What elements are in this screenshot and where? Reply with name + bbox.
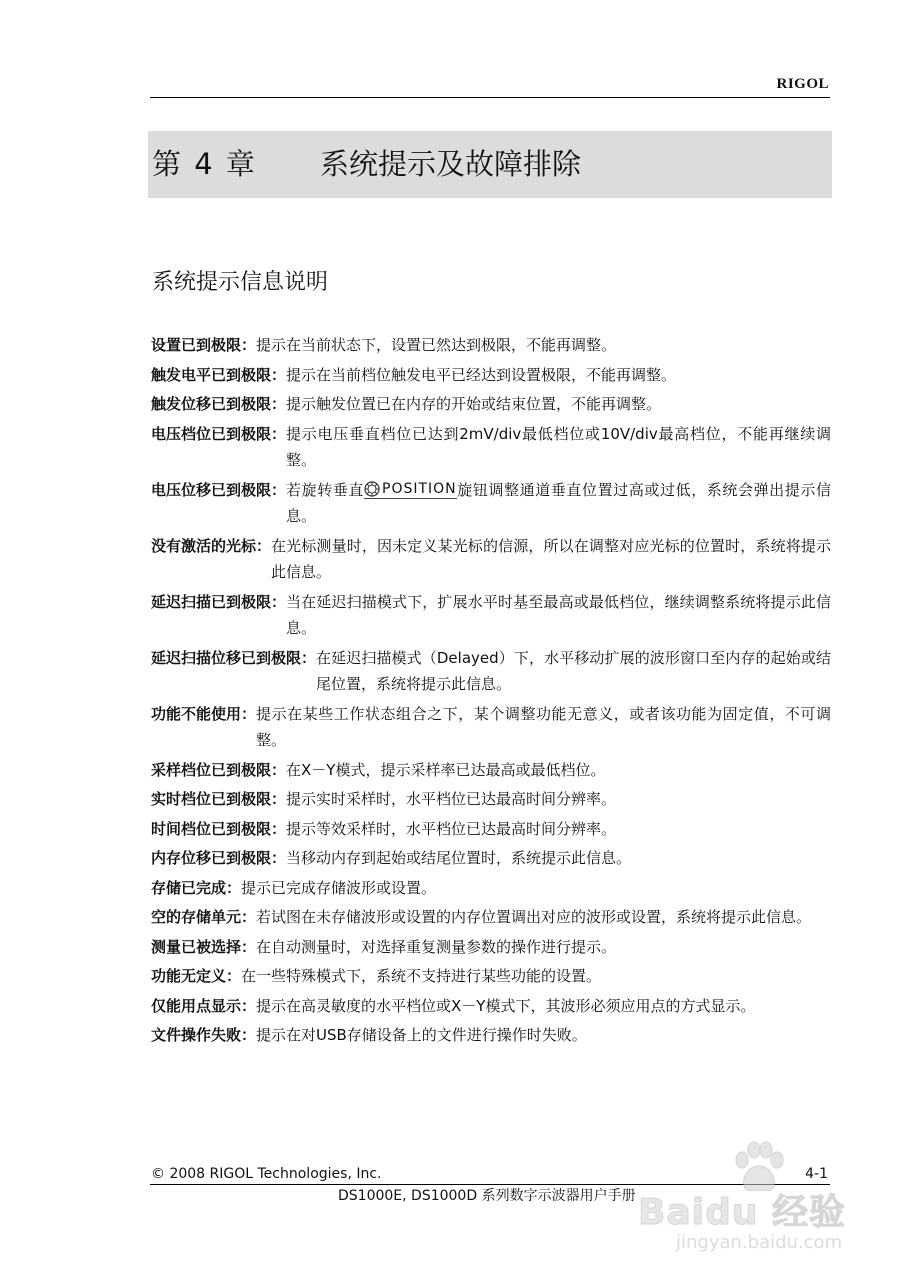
message-entry <box>151 993 831 1020</box>
position-label: POSITION <box>382 481 457 497</box>
message-term: 内存位移已到极限： <box>151 849 287 867</box>
header-rule <box>150 97 830 98</box>
position-knob-label <box>364 481 457 499</box>
message-term: 功能不能使用： <box>151 704 257 723</box>
message-desc: 若试图在未存储波形或设置的内存位置调出对应的波形或设置，系统将提示此信息。 <box>256 908 812 926</box>
message-desc <box>286 477 831 530</box>
message-entry <box>151 391 831 418</box>
message-term: 设置已到极限： <box>151 336 257 354</box>
footer-copyright: © 2008 RIGOL Technologies, Inc. <box>151 1166 382 1182</box>
message-term: 电压位移已到极限： <box>151 480 287 499</box>
message-term: 时间档位已到极限： <box>151 819 287 838</box>
message-entry <box>151 332 831 359</box>
message-entry <box>151 421 831 474</box>
message-term: 采样档位已到极限： <box>151 760 287 779</box>
message-term: 仅能用点显示： <box>151 996 257 1015</box>
chapter-number: 第 4 章 <box>152 147 257 181</box>
desc-part-after: 旋钮调整通道垂直位置过高或过低，系统会弹出提示信息。 <box>286 480 831 525</box>
message-desc: 在自动测量时，对选择重复测量参数的操作进行提示。 <box>256 937 617 956</box>
message-term: 触发位移已到极限： <box>151 395 287 413</box>
message-entry <box>151 1022 831 1049</box>
message-entry <box>151 934 831 961</box>
knob-icon <box>364 481 380 497</box>
message-term: 电压档位已到极限： <box>151 424 287 443</box>
message-desc: 提示电压垂直档位已达到2mV/div最低档位或10V/div最高档位，不能再继续调整。 <box>286 424 831 469</box>
message-desc: 当在延迟扫描模式下，扩展水平时基至最高或最低档位，继续调整系统将提示此信息。 <box>286 592 831 637</box>
message-desc: 提示在对USB存储设备上的文件进行操作时失败。 <box>256 1026 587 1044</box>
message-entry <box>151 845 831 872</box>
message-entry <box>151 963 831 990</box>
message-term: 实时档位已到极限： <box>151 790 287 808</box>
chapter-title: 系统提示及故障排除 <box>320 147 582 181</box>
message-term: 功能无定义： <box>151 967 242 985</box>
message-desc: 当移动内存到起始或结尾位置时，系统提示此信息。 <box>286 849 632 867</box>
watermark <box>638 1140 874 1260</box>
message-desc: 在一些特殊模式下，系统不支持进行某些功能的设置。 <box>241 967 602 985</box>
message-desc: 在X－Y模式，提示采样率已达最高或最低档位。 <box>286 760 606 779</box>
message-list <box>151 332 831 1052</box>
message-entry <box>151 875 831 902</box>
message-entry <box>151 589 831 642</box>
message-desc: 在光标测量时，因未定义某光标的信源，所以在调整对应光标的位置时，系统将提示此信息。 <box>271 536 831 581</box>
message-term: 存储已完成： <box>151 878 242 897</box>
message-desc: 提示实时采样时，水平档位已达最高时间分辨率。 <box>286 790 617 808</box>
message-entry <box>151 757 831 784</box>
message-desc: 提示在某些工作状态组合之下，某个调整功能无意义，或者该功能为固定值，不可调整。 <box>256 704 831 749</box>
watermark-url: jingyan.baidu.com <box>676 1232 843 1253</box>
section-title: 系统提示信息说明 <box>152 270 329 295</box>
message-entry <box>151 533 831 586</box>
message-entry <box>151 701 831 754</box>
message-entry <box>151 816 831 843</box>
chapter-heading <box>152 146 581 182</box>
message-term: 延迟扫描已到极限： <box>151 592 287 611</box>
brand-logo: RIGOL <box>776 76 829 92</box>
message-desc: 提示触发位置已在内存的开始或结束位置，不能再调整。 <box>286 395 662 413</box>
message-term: 没有激活的光标： <box>151 536 272 555</box>
message-desc: 提示在高灵敏度的水平档位或X－Y模式下，其波形必须应用点的方式显示。 <box>256 996 756 1015</box>
message-term: 触发电平已到极限： <box>151 365 287 384</box>
message-term: 延迟扫描位移已到极限： <box>151 648 317 667</box>
message-desc: 提示等效采样时，水平档位已达最高时间分辨率。 <box>286 819 617 838</box>
message-entry <box>151 362 831 389</box>
message-entry <box>151 645 831 698</box>
message-desc: 提示已完成存储波形或设置。 <box>241 878 437 897</box>
message-entry <box>151 904 831 931</box>
message-desc: 在延迟扫描模式（Delayed）下，水平移动扩展的波形窗口至内存的起始或结尾位置，系统将提示此信息。 <box>316 648 831 693</box>
message-entry <box>151 786 831 813</box>
footer-page-number: 4-1 <box>805 1166 828 1182</box>
message-entry <box>151 477 831 530</box>
watermark-text: Baidu 经验 <box>638 1192 847 1233</box>
message-term: 测量已被选择： <box>151 937 257 956</box>
message-desc: 提示在当前档位触发电平已经达到设置极限，不能再调整。 <box>286 365 677 384</box>
message-term: 文件操作失败： <box>151 1026 257 1044</box>
desc-part-before: 若旋转垂直 <box>286 480 364 499</box>
message-term: 空的存储单元： <box>151 908 257 926</box>
footer-manual-title: DS1000E, DS1000D 系列数字示波器用户手册 <box>338 1188 636 1204</box>
message-desc: 提示在当前状态下，设置已然达到极限，不能再调整。 <box>256 336 617 354</box>
